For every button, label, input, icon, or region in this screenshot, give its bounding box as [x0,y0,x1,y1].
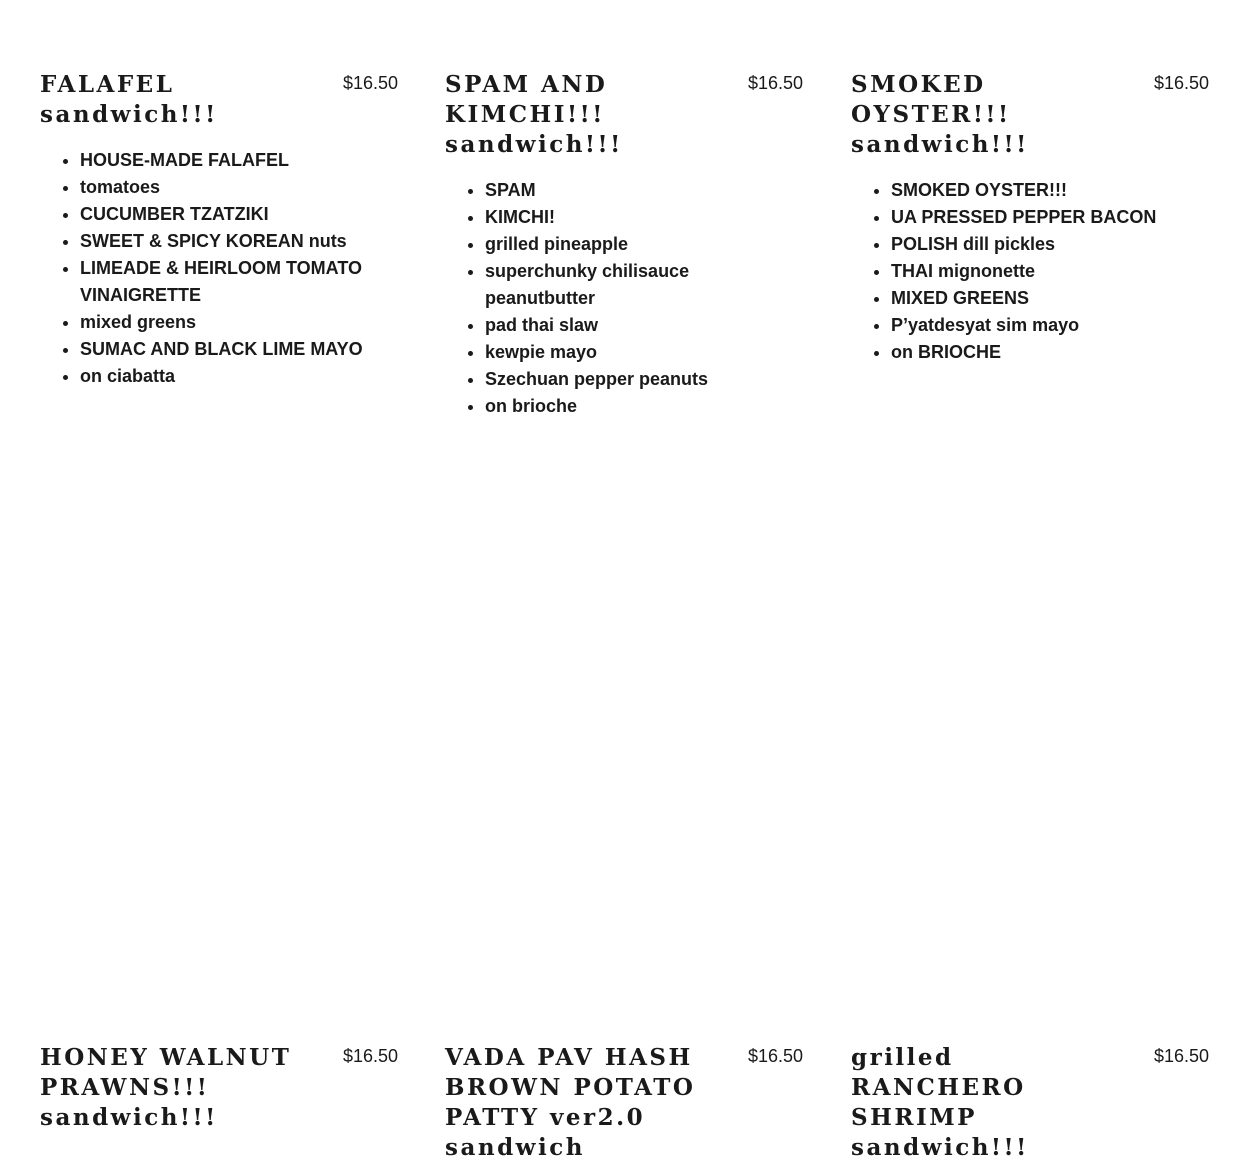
item-price: $16.50 [747,1046,803,1066]
ingredient: • CUCUMBER TZATZIKI [80,201,398,228]
menu-item-spam-kimchi [445,70,803,420]
ingredient: • on ciabatta [80,363,398,390]
ingredient: • on brioche [485,393,803,420]
ingredient: • KIMCHI! [485,204,803,231]
ingredient: • grilled pineapple [485,231,803,258]
item-price: $16.50 [342,1046,398,1066]
ingredient: • THAI mignonette [891,258,1209,285]
ingredient: • LIMEADE & HEIRLOOM TOMATO VINAIGRETTE [80,255,398,309]
item-price: $16.50 [1153,1046,1209,1066]
ingredient: • SWEET & SPICY KOREAN nuts [80,228,398,255]
ingredient: • Szechuan pepper peanuts [485,366,803,393]
ingredient: • on BRIOCHE [891,339,1209,366]
menu-item-smoked-oyster [851,70,1209,366]
item-title: SPAM AND KIMCHI!!! sandwich!!! [445,71,623,158]
ingredient: • SUMAC AND BLACK LIME MAYO [80,336,398,363]
ingredient: • HOUSE-MADE FALAFEL [80,147,398,174]
item-title: HONEY WALNUT PRAWNS!!! sandwich!!! [40,1044,292,1131]
item-title: grilled RANCHERO SHRIMP sandwich!!! [851,1044,1029,1161]
ingredient: • P’yatdesyat sim mayo [891,312,1209,339]
menu-item-vada-pav [445,1043,803,1163]
ingredient: • pad thai slaw [485,312,803,339]
ingredient: • tomatoes [80,174,398,201]
menu-item-ranchero-shrimp [851,1043,1209,1163]
ingredient: • POLISH dill pickles [891,231,1209,258]
item-title: SMOKED OYSTER!!! sandwich!!! [851,71,1029,158]
ingredient-list [445,177,803,420]
item-price: $16.50 [747,73,803,93]
item-title: FALAFEL sandwich!!! [40,71,218,128]
ingredient: • SMOKED OYSTER!!! [891,177,1209,204]
item-price: $16.50 [1153,73,1209,93]
ingredient-list [40,147,398,390]
menu-item-falafel [40,70,398,390]
ingredient: • SPAM [485,177,803,204]
ingredient: • UA PRESSED PEPPER BACON [891,204,1209,231]
menu-item-honey-walnut-prawns [40,1043,398,1133]
item-price: $16.50 [342,73,398,93]
ingredient: • mixed greens [80,309,398,336]
item-title: VADA PAV HASH BROWN POTATO PATTY ver2.0 sandwich [445,1044,696,1161]
ingredient: • MIXED GREENS [891,285,1209,312]
ingredient: • kewpie mayo [485,339,803,366]
ingredient-list [851,177,1209,366]
ingredient: • superchunky chilisauce peanutbutter [485,258,803,312]
